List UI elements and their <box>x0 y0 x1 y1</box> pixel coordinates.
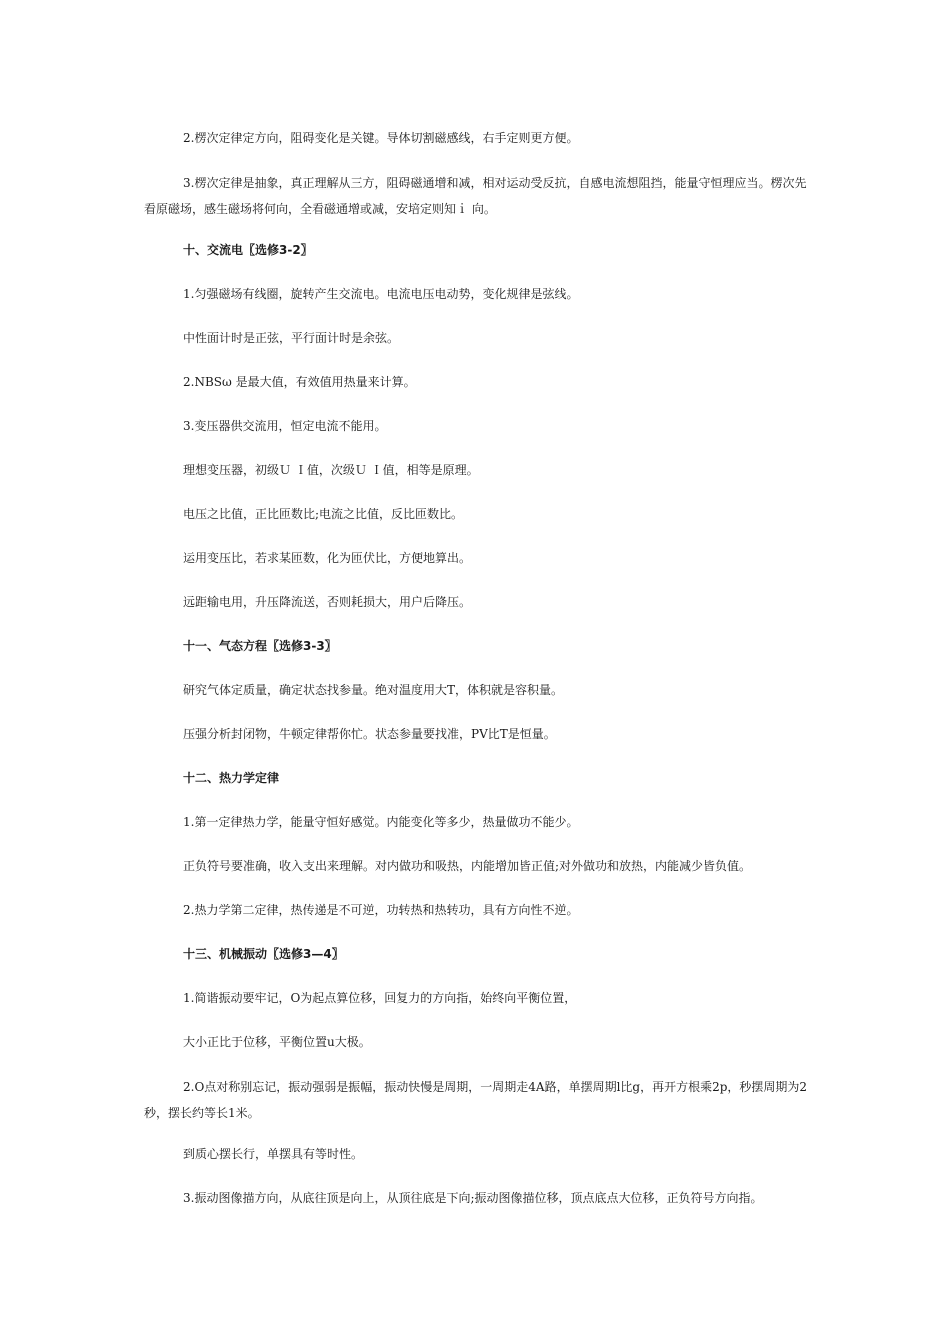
paragraph: 3.楞次定律是抽象，真正理解从三方，阻碍磁通增和减，相对运动受反抗，自感电流想阻挡，能量守恒理应当。楞次先看原磁场，感生磁场将何向，全看磁通增或减，安培定则知ｉ 向。 <box>144 176 807 216</box>
paragraph: 运用变压比，若求某匝数，化为匝伏比，方便地算出。 <box>183 551 472 565</box>
paragraph: 1.简谐振动要牢记，O为起点算位移，回复力的方向指，始终向平衡位置， <box>183 991 577 1005</box>
section-heading: 十二、热力学定律 <box>183 771 280 785</box>
paragraph: 1.第一定律热力学，能量守恒好感觉。内能变化等多少，热量做功不能少。 <box>183 815 579 829</box>
paragraph: 正负符号要准确，收入支出来理解。对内做功和吸热，内能增加皆正值;对外做功和放热，内能减少皆负值。 <box>183 859 752 873</box>
paragraph: 2.O点对称别忘记，振动强弱是振幅，振动快慢是周期，一周期走4A路，单摆周期l比g，再开方根乘2p，秒摆周期为2秒，摆长约等长1米。 <box>144 1080 808 1120</box>
paragraph: 2.NBSω 是最大值，有效值用热量来计算。 <box>183 375 416 389</box>
paragraph: 2.楞次定律定方向，阻碍变化是关键。导体切割磁感线，右手定则更方便。 <box>183 131 579 145</box>
section-heading: 十一、气态方程〖选修3-3〗 <box>183 639 337 653</box>
section-heading: 十三、机械振动〖选修3—4〗 <box>183 947 344 961</box>
paragraph: 电压之比值，正比匝数比;电流之比值，反比匝数比。 <box>183 507 464 521</box>
paragraph: 1.匀强磁场有线圈，旋转产生交流电。电流电压电动势，变化规律是弦线。 <box>183 287 579 301</box>
paragraph: 中性面计时是正弦，平行面计时是余弦。 <box>183 331 400 345</box>
paragraph: 理想变压器，初级Ｕ Ｉ值，次级Ｕ Ｉ值，相等是原理。 <box>183 463 479 477</box>
paragraph: 到质心摆长行，单摆具有等时性。 <box>183 1147 364 1161</box>
paragraph: 3.振动图像描方向，从底往顶是向上，从顶往底是下向;振动图像描位移，顶点底点大位移，正负符号方向指。 <box>183 1191 763 1205</box>
section-heading: 十、交流电〖选修3-2〗 <box>183 243 313 257</box>
paragraph: 压强分析封闭物，牛顿定律帮你忙。状态参量要找准，PV比T是恒量。 <box>183 727 556 741</box>
paragraph: 研究气体定质量，确定状态找参量。绝对温度用大T，体积就是容积量。 <box>183 683 564 697</box>
paragraph: 2.热力学第二定律，热传递是不可逆，功转热和热转功，具有方向性不逆。 <box>183 903 579 917</box>
paragraph: 大小正比于位移，平衡位置u大极。 <box>183 1035 371 1049</box>
paragraph: 远距输电用，升压降流送，否则耗损大，用户后降压。 <box>183 595 472 609</box>
paragraph: 3.变压器供交流用，恒定电流不能用。 <box>183 419 387 433</box>
